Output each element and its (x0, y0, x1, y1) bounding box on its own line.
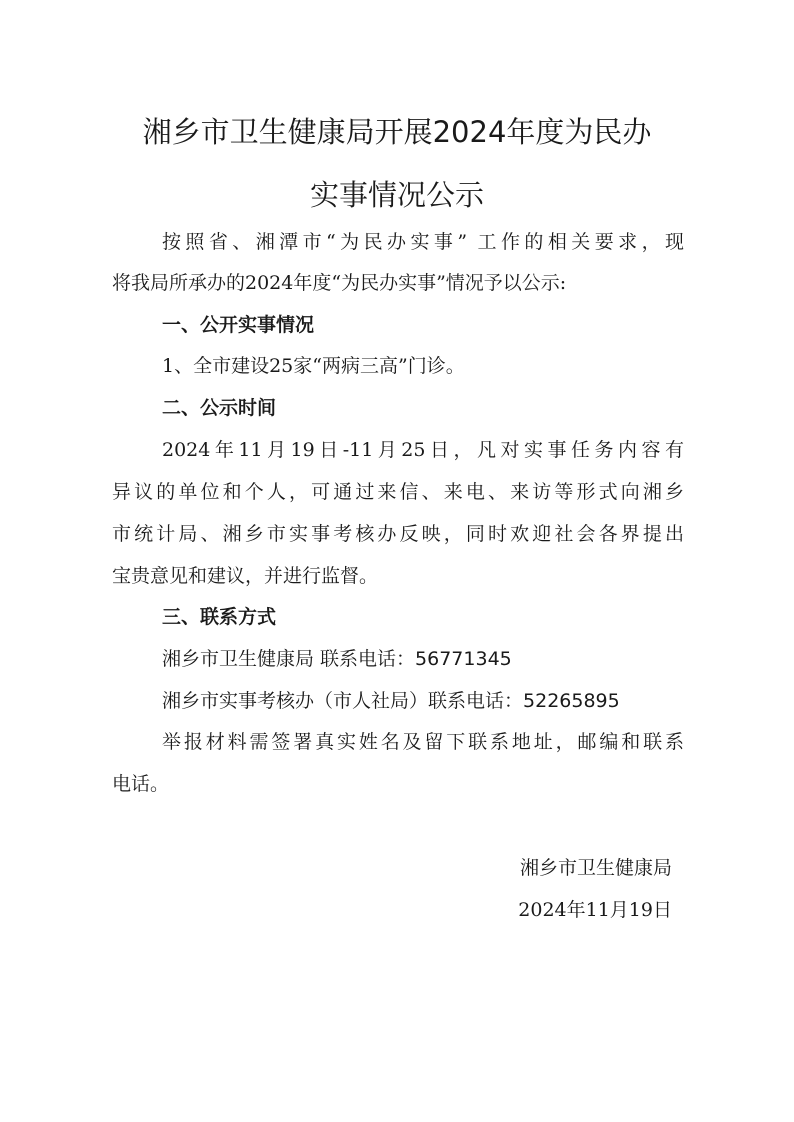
signature-date: 2024年11月19日 (518, 899, 672, 921)
section-2-line-4: 宝贵意见和建议，并进行监督。 (112, 565, 379, 587)
section-1-heading: 一、公开实事情况 (162, 314, 315, 336)
section-3-heading: 三、联系方式 (162, 606, 277, 628)
section-2-line-2: 异议的单位和个人，可通过来信、来电、来访等形式向湘乡 (112, 481, 684, 503)
contact-line-2 (162, 688, 684, 714)
contact-1-label: 湘乡市卫生健康局 联系电话： (162, 648, 416, 670)
intro-paragraph-line-1: 按照省、湘潭市“为民办实事” 工作的相关要求，现 (162, 231, 684, 253)
contact-line-1 (162, 646, 684, 672)
contact-1-phone: 56771345 (415, 648, 512, 670)
section-2-heading: 二、公示时间 (162, 397, 277, 419)
intro-paragraph-line-2: 将我局所承办的2024年度“为民办实事”情况予以公示: (112, 272, 567, 294)
document-title-line-2: 实事情况公示 (309, 178, 484, 212)
document-title-line-1: 湘乡市卫生健康局开展2024年度为民办 (142, 115, 652, 149)
note-line-2: 电话。 (112, 773, 170, 795)
contact-2-label: 湘乡市实事考核办（市人社局）联系电话： (162, 690, 524, 712)
contact-2-phone: 52265895 (523, 690, 620, 712)
section-1-item-1: 1、全市建设25家“两病三高”门诊。 (162, 355, 465, 377)
note-line-1: 举报材料需签署真实姓名及留下联系地址，邮编和联系 (162, 731, 684, 753)
section-2-line-3: 市统计局、湘乡市实事考核办反映，同时欢迎社会各界提出 (112, 523, 684, 545)
section-2-line-1: 2024年11月19日-11月25日，凡对实事任务内容有 (162, 439, 684, 461)
signature-organization: 湘乡市卫生健康局 (519, 857, 672, 879)
